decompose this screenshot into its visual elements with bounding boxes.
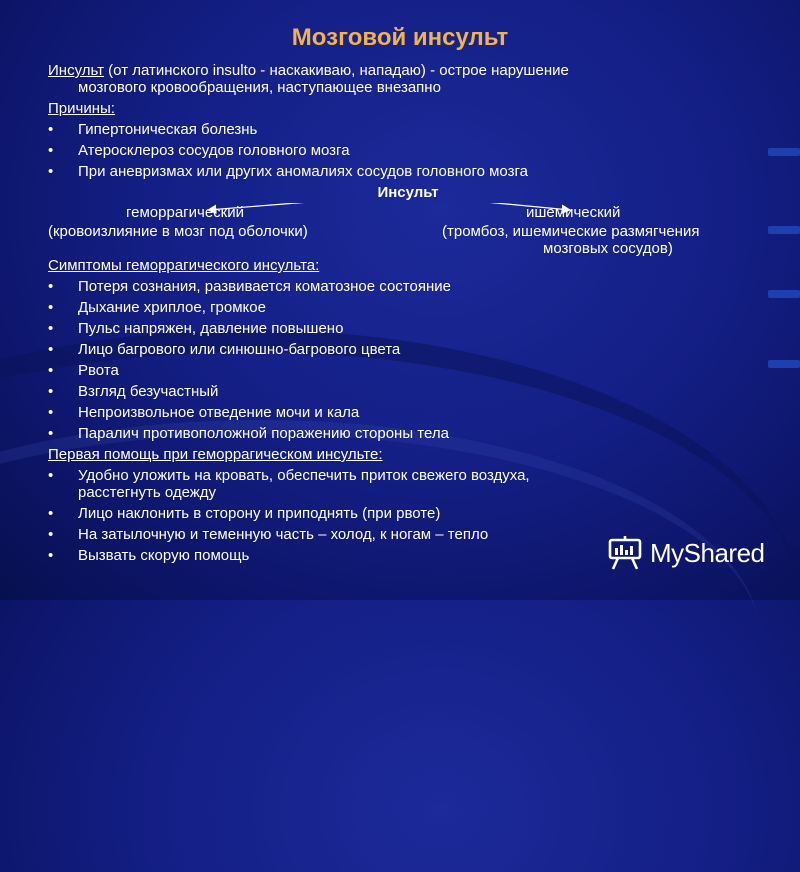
ischemic-description: (тромбоз, ишемические размягчения [442, 223, 700, 240]
definition-term: Инсульт [48, 62, 105, 79]
edge-decoration [768, 290, 800, 298]
symptom-item: • Непроизвольное отведение мочи и кала [48, 404, 768, 421]
first-aid-item-continuation: расстегнуть одежду [78, 484, 217, 501]
symptom-item: • Потеря сознания, развивается коматозное состояние [48, 278, 768, 295]
slide-title: Мозговой инсульт [291, 24, 509, 51]
edge-decoration [768, 226, 800, 234]
first-aid-item: • На затылочную и теменную часть – холод, к ногам – тепло [48, 526, 768, 543]
first-aid-heading: Первая помощь при геморрагическом инсульте: [48, 446, 383, 463]
definition-text: (от латинского insulto - наскакиваю, нападаю) - острое нарушение [104, 62, 569, 79]
edge-decoration [768, 148, 800, 156]
definition-continuation: мозгового кровообращения, наступающее внезапно [78, 79, 441, 96]
stroke-types-heading: Инсульт [377, 184, 439, 201]
cause-item: • Атеросклероз сосудов головного мозга [48, 142, 768, 159]
symptoms-heading: Симптомы геморрагического инсульта: [48, 257, 320, 274]
symptom-item: • Паралич противоположной поражению стороны тела [48, 425, 768, 442]
first-aid-item: • Вызвать скорую помощь [48, 547, 768, 564]
symptom-item: • Лицо багрового или синюшно-багрового цвета [48, 341, 768, 358]
symptom-item: • Взгляд безучастный [48, 383, 768, 400]
hemorrhagic-description: (кровоизлияние в мозг под оболочки) [48, 223, 308, 240]
cause-item: • Гипертоническая болезнь [48, 121, 768, 138]
symptom-item: • Пульс напряжен, давление повышено [48, 320, 768, 337]
myshared-watermark [606, 536, 765, 570]
ischemic-type: ишемический [526, 204, 621, 221]
causes-heading: Причины: [48, 100, 115, 117]
symptom-item: • Дыхание хриплое, громкое [48, 299, 768, 316]
definition [48, 62, 768, 79]
edge-decoration [768, 360, 800, 368]
stroke-types [48, 203, 768, 257]
watermark-text: MyShared [650, 537, 765, 568]
first-aid-item: • Лицо наклонить в сторону и приподнять (при рвоте) [48, 505, 768, 522]
first-aid-item [48, 467, 768, 501]
hemorrhagic-type: геморрагический [126, 204, 244, 221]
cause-item: • При аневризмах или других аномалиях сосудов головного мозга [48, 163, 768, 180]
symptom-item: • Рвота [48, 362, 768, 379]
slide-content [48, 62, 768, 564]
ischemic-description-continuation: мозговых сосудов) [543, 240, 673, 257]
first-aid-item-text: Удобно уложить на кровать, обеспечить приток свежего воздуха, [78, 467, 530, 484]
presentation-board-icon [606, 536, 644, 570]
